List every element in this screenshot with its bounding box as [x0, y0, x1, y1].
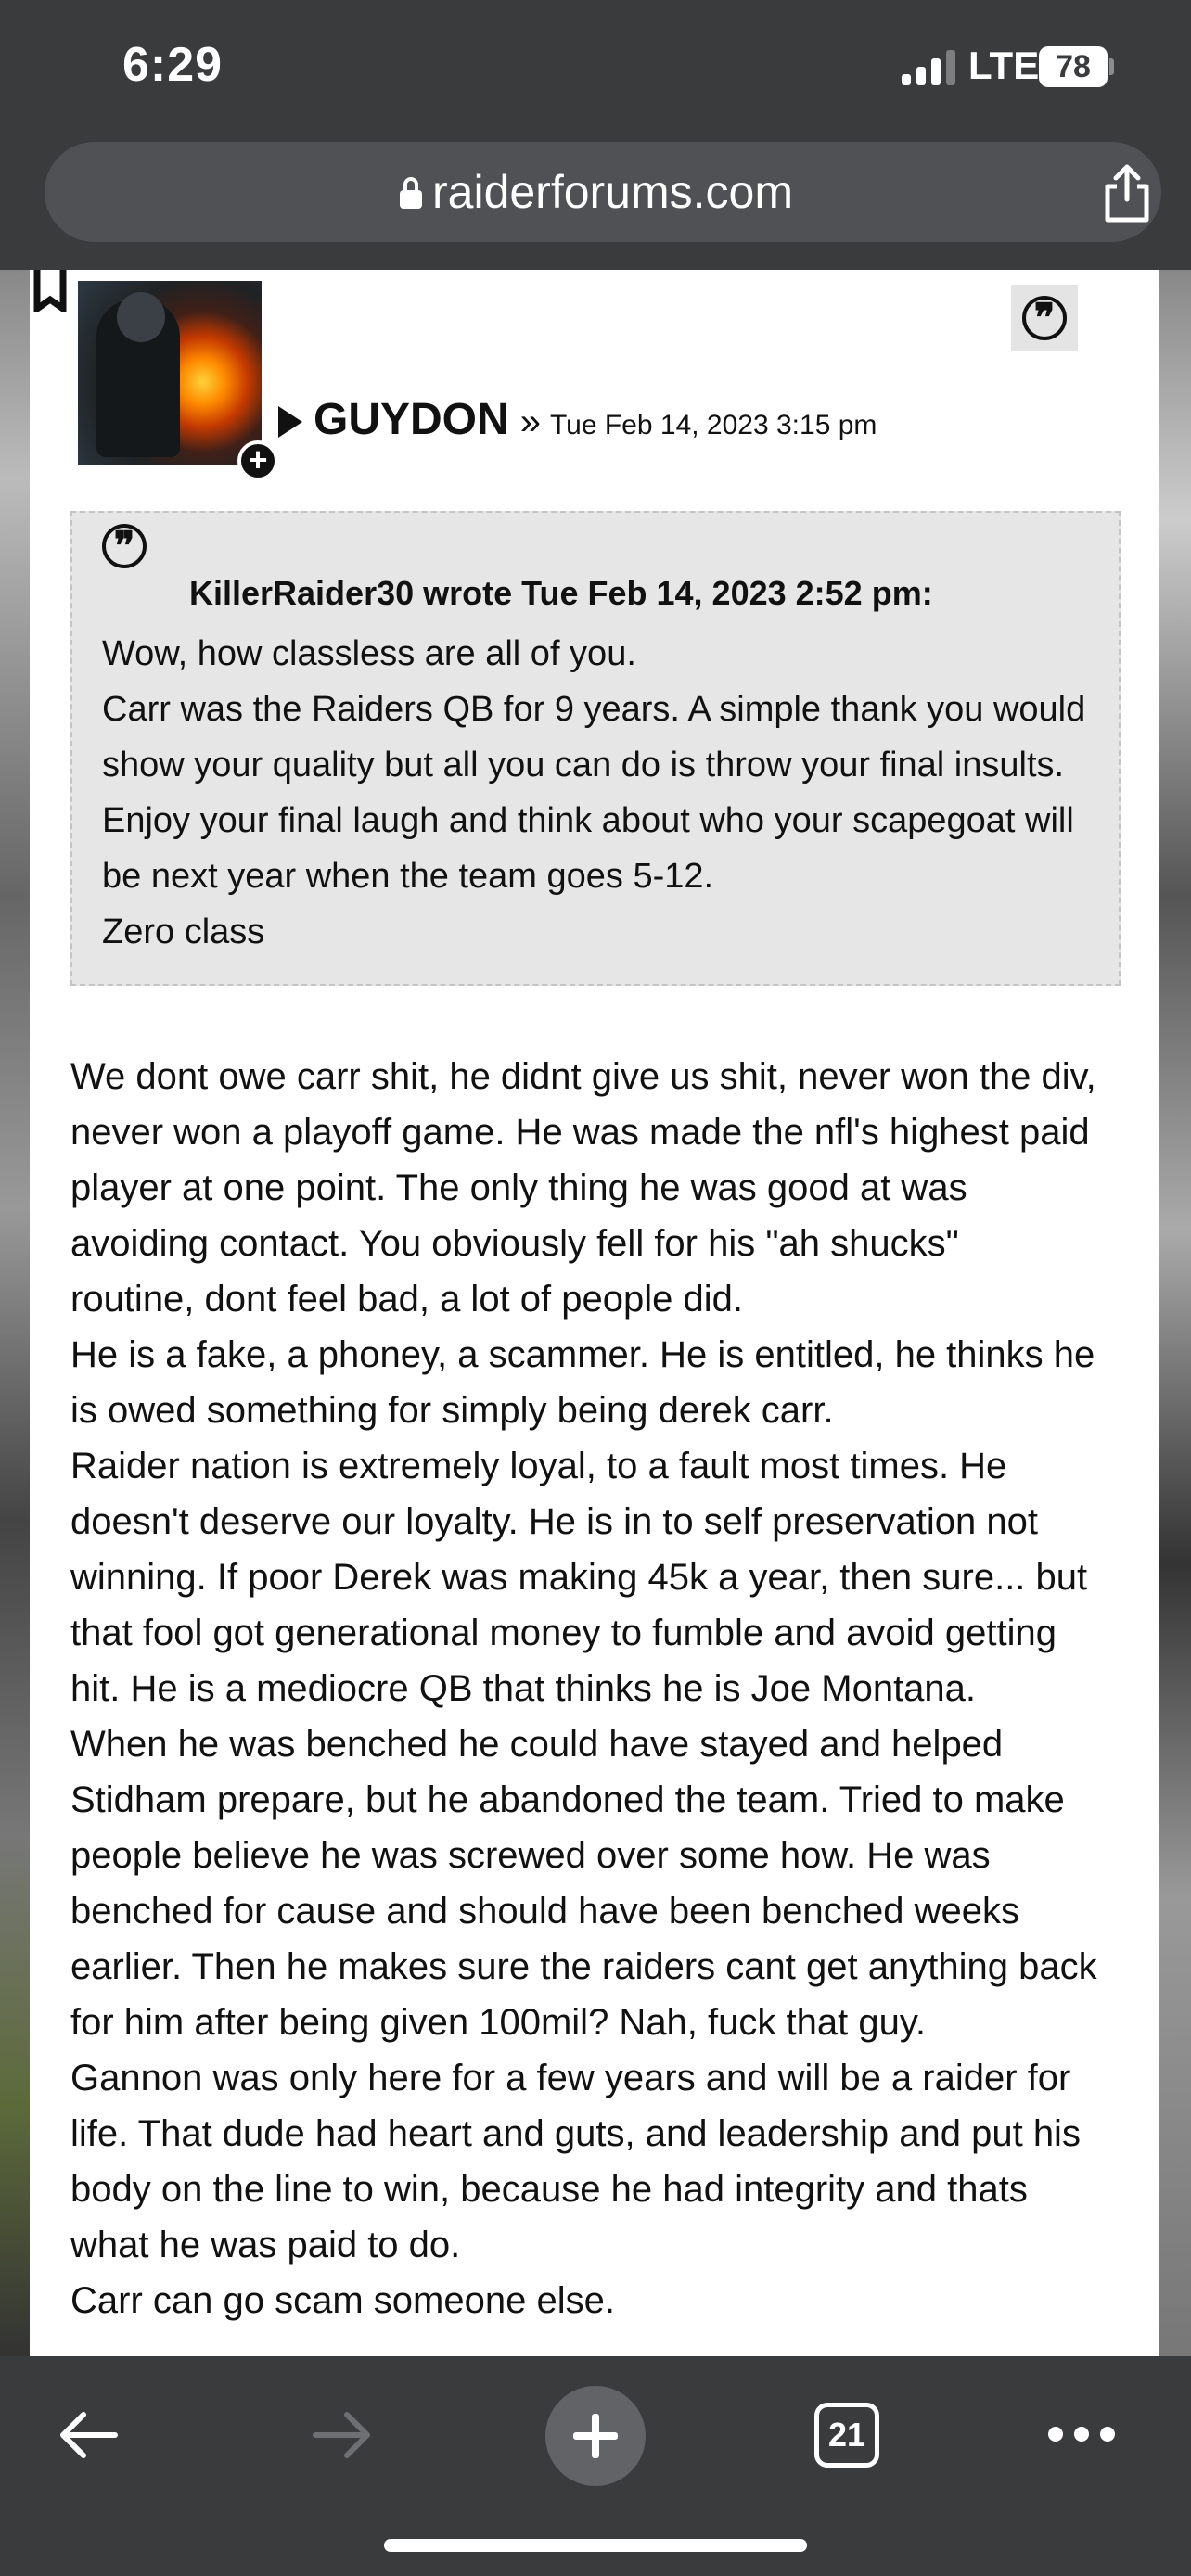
network-label: LTE: [968, 44, 1040, 87]
bookmark-icon[interactable]: [33, 270, 80, 312]
author-separator: »: [519, 402, 541, 442]
post-line: hit. He is a mediocre QB that thinks he is Joe Montana.: [70, 1668, 977, 1709]
tabs-button[interactable]: 21: [814, 2403, 879, 2468]
quote-line: Enjoy your final laugh and think about who your scapegoat will: [102, 801, 1074, 840]
post-line: for him after being given 100mil? Nah, fuck that guy.: [70, 2002, 926, 2043]
status-bar: [0, 0, 1191, 134]
post-line: Raider nation is extremely loyal, to a fault most times. He: [70, 1446, 1007, 1486]
quote-author[interactable]: KillerRaider30: [189, 574, 415, 612]
post-line: When he was benched he could have stayed and helped: [70, 1724, 1004, 1765]
new-tab-button[interactable]: [545, 2386, 646, 2486]
post-line: earlier. Then he makes sure the raiders cant get anything back: [70, 1946, 1097, 1987]
lock-icon: [400, 177, 422, 209]
post-line: We dont owe carr shit, he didnt give us shit, never won the div,: [70, 1056, 1096, 1097]
quote-block: [70, 511, 1121, 986]
post-line: never won a playoff game. He was made the nfl's highest paid: [70, 1112, 1090, 1153]
post-line: Gannon was only here for a few years and will be a raider for: [70, 2058, 1071, 2098]
post-line: life. That dude had heart and guts, and leadership and put his: [70, 2113, 1081, 2154]
background-image-left: [0, 270, 30, 2356]
quote-icon: ❞: [102, 524, 147, 568]
address-bar[interactable]: [45, 142, 1161, 242]
url-text[interactable]: raiderforums.com: [432, 166, 793, 218]
add-friend-icon[interactable]: +: [237, 440, 278, 481]
more-icon[interactable]: [1048, 2427, 1115, 2442]
post-line: winning. If poor Derek was making 45k a year, then sure... but: [70, 1557, 1088, 1598]
avatar[interactable]: [78, 281, 262, 465]
post-line: Carr can go scam someone else.: [70, 2280, 615, 2321]
quote-text: [102, 626, 1104, 960]
post-author[interactable]: GUYDON: [314, 395, 509, 444]
browser-address-area: [0, 134, 1191, 270]
post-author-line: [278, 394, 877, 445]
quote-wrote-label: wrote: [423, 574, 513, 612]
home-indicator[interactable]: [384, 2539, 807, 2552]
post-line: what he was paid to do.: [70, 2225, 461, 2265]
post-line: avoiding contact. You obviously fell for his "ah shucks": [70, 1223, 959, 1264]
post-body: [70, 1049, 1165, 2328]
post-line: doesn't deserve our loyalty. He is in to self preservation not: [70, 1501, 1038, 1542]
post-line: Stidham prepare, but he abandoned the team. Tried to make: [70, 1779, 1065, 1820]
share-icon[interactable]: [1095, 160, 1159, 225]
forward-arrow-icon[interactable]: [310, 2403, 375, 2468]
quote-header: [189, 574, 933, 613]
post-arrow-icon: [278, 406, 302, 438]
post-line: routine, dont feel bad, a lot of people did.: [70, 1279, 743, 1320]
post-line: people believe he was screwed over some how. He was: [70, 1835, 991, 1876]
post-line: benched for cause and should have been benched weeks: [70, 1891, 1019, 1932]
quote-line: be next year when the team goes 5-12.: [102, 857, 714, 896]
post-line: that fool got generational money to fumble and avoid getting: [70, 1613, 1057, 1653]
battery-icon: 78: [1039, 46, 1108, 87]
signal-icon: [902, 48, 955, 85]
quote-line: Wow, how classless are all of you.: [102, 634, 636, 673]
post-line: He is a fake, a phoney, a scammer. He is entitled, he thinks he: [70, 1334, 1095, 1375]
battery-tip: [1109, 58, 1114, 75]
quote-button[interactable]: [1011, 285, 1078, 351]
quote-date[interactable]: Tue Feb 14, 2023 2:52 pm:: [521, 574, 933, 612]
post-date: Tue Feb 14, 2023 3:15 pm: [549, 410, 877, 440]
web-page: [0, 270, 1191, 2356]
post-line: is owed something for simply being derek carr.: [70, 1390, 834, 1431]
post-line: body on the line to win, because he had integrity and thats: [70, 2169, 1028, 2210]
post-line: player at one point. The only thing he was good at was: [70, 1167, 967, 1208]
quote-line: show your quality but all you can do is throw your final insults.: [102, 746, 1065, 784]
status-time: 6:29: [122, 38, 224, 92]
quote-line: Carr was the Raiders QB for 9 years. A simple thank you would: [102, 690, 1086, 729]
quote-line: Zero class: [102, 912, 265, 951]
back-arrow-icon[interactable]: [56, 2403, 121, 2468]
quote-icon: ❞: [1022, 296, 1067, 340]
